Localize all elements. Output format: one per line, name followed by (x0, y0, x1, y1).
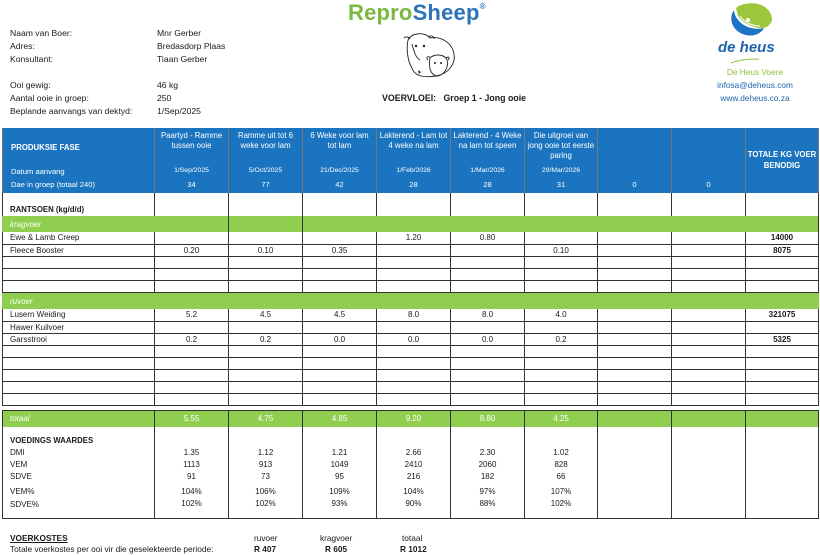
feed-name: Garsstrooi (3, 333, 155, 345)
totaal-row (3, 411, 819, 427)
empty-cell (525, 280, 598, 292)
ration-value: 0.2 (155, 333, 229, 345)
nutrient-label: DMI (10, 447, 25, 457)
info-label: Ooi gewig: (10, 80, 51, 90)
nutrient-value: 2.30 (479, 447, 496, 457)
empty-cell (451, 345, 525, 357)
nutrient-value: 1.02 (553, 447, 569, 457)
phase-days: 28 (483, 180, 492, 189)
empty-cell (672, 369, 746, 381)
ration-value: 4.5 (303, 309, 377, 321)
empty-row (3, 268, 819, 280)
info-value: Bredasdorp Plaas (157, 41, 226, 51)
nutrition-column (451, 427, 525, 519)
feed-name: Fleece Booster (3, 244, 155, 256)
nutrient-value: 104% (181, 487, 202, 497)
ration-value: 8.0 (377, 309, 451, 321)
empty-cell (303, 393, 377, 405)
nutrient-value: 97% (479, 487, 496, 497)
cost-label: ruvoer (254, 533, 278, 543)
ruvoer-band (3, 293, 819, 309)
voerkostes-description: Totale voerkostes per ooi vir die geselekteerde periode: (10, 544, 214, 554)
nutrient-value: 95 (335, 471, 344, 481)
phase-date: 5/Oct/2025 (248, 167, 283, 174)
totaal-value: 4.75 (229, 411, 303, 427)
empty-cell (229, 280, 303, 292)
ration-table (2, 232, 819, 293)
empty-cell (303, 357, 377, 369)
phase-column-header (303, 128, 377, 193)
empty-cell (451, 369, 525, 381)
nutrient-label: SDVE (10, 472, 32, 482)
ration-value (451, 321, 525, 333)
info-label: Aantal ooie in groep: (10, 93, 89, 103)
empty-cell (303, 280, 377, 292)
ruvoer-rows (3, 309, 819, 405)
empty-row (3, 256, 819, 268)
empty-cell (598, 256, 672, 268)
nutrient-value: 91 (187, 471, 196, 481)
empty-cell (598, 345, 672, 357)
company-email[interactable]: infosa@deheus.com (717, 80, 793, 90)
empty-cell (672, 280, 746, 292)
cost-label: kragvoer (320, 533, 353, 543)
ration-value: 8.0 (451, 309, 525, 321)
feed-row (3, 309, 819, 321)
kragvoer-label: kragvoer (3, 216, 155, 232)
cost-value: R 407 (254, 544, 277, 554)
nutrition-block (3, 427, 819, 519)
nutrient-value: 828 (554, 459, 568, 469)
empty-cell (155, 357, 229, 369)
nutrition-column (303, 427, 377, 519)
nutrient-label: VEM (10, 459, 28, 469)
ration-value (229, 321, 303, 333)
cost-value: R 605 (325, 544, 348, 554)
ration-value: 0.10 (229, 244, 303, 256)
empty-cell (377, 268, 451, 280)
registered-mark: ® (479, 2, 486, 11)
phase-date: 1/Feb/2026 (396, 167, 431, 174)
empty-cell (155, 345, 229, 357)
nutrient-value: 90% (405, 499, 422, 509)
sheep-illustration-icon (400, 30, 464, 82)
ration-value (672, 232, 746, 244)
reprosheep-logo (348, 0, 486, 26)
ration-value: 0.10 (525, 244, 598, 256)
ration-value: 5.2 (155, 309, 229, 321)
empty-cell (377, 280, 451, 292)
nutrient-value: 102% (181, 499, 202, 509)
nutrient-value: 2410 (404, 459, 423, 469)
empty-cell (155, 393, 229, 405)
feed-name: Ewe & Lamb Creep (3, 232, 155, 244)
nutrient-value: 913 (258, 459, 273, 469)
phase-date: 21/Dec/2025 (320, 167, 359, 174)
empty-cell (598, 393, 672, 405)
phase-name: 6 Weke voor lam tot lam (310, 131, 369, 150)
empty-cell (672, 357, 746, 369)
empty-cell (451, 381, 525, 393)
empty-cell (303, 381, 377, 393)
header-row (3, 128, 819, 193)
rantsoen-row (3, 193, 819, 216)
nutrient-value: 66 (556, 471, 566, 481)
empty-cell (525, 256, 598, 268)
table-bottom-border (2, 518, 818, 519)
empty-row (3, 345, 819, 357)
empty-cell (451, 268, 525, 280)
phase-column-header (598, 128, 672, 193)
nutrient-value: 106% (255, 487, 276, 497)
total-kg-value: 14000 (746, 232, 819, 244)
cost-value: R 1012 (400, 544, 427, 554)
ruvoer-label: ruvoer (3, 293, 155, 309)
empty-cell (3, 393, 155, 405)
info-label: Konsultant: (10, 54, 53, 64)
nutrition-column (525, 427, 598, 519)
date-label: Datum aanvang (11, 167, 65, 176)
phase-name: Paartyd - Ramme tussen ooie (160, 131, 223, 150)
empty-cell (746, 357, 819, 369)
total-column-header (746, 128, 819, 193)
info-label: Beplande aanvangs van dektyd: (10, 106, 133, 116)
ration-value (377, 321, 451, 333)
nutrient-value: 73 (261, 471, 270, 481)
nutrition-column (155, 427, 229, 519)
days-label: Dae in groep (totaal 240) (11, 180, 96, 189)
ration-value: 4.0 (525, 309, 598, 321)
ration-value: 0.0 (377, 333, 451, 345)
empty-cell (303, 345, 377, 357)
ration-value (598, 309, 672, 321)
nutrient-value: 88% (479, 499, 496, 509)
ration-value: 1.20 (377, 232, 451, 244)
empty-cell (155, 268, 229, 280)
phase-date: 1/Mar/2026 (470, 167, 505, 174)
nutrient-value: 216 (406, 471, 421, 481)
kragvoer-band (3, 216, 819, 232)
empty-cell (672, 393, 746, 405)
ration-value (303, 321, 377, 333)
info-value: Mnr Gerber (157, 28, 201, 38)
empty-row (3, 357, 819, 369)
ration-value: 0.20 (155, 244, 229, 256)
empty-cell (303, 268, 377, 280)
empty-cell (303, 256, 377, 268)
logo-part1: Repro (348, 0, 413, 25)
empty-cell (155, 369, 229, 381)
empty-cell (746, 268, 819, 280)
totaal-value: 5.55 (155, 411, 229, 427)
empty-cell (377, 381, 451, 393)
empty-cell (377, 256, 451, 268)
phase-days: 31 (556, 180, 566, 189)
phase-name: Lakterend - Lam tot 4 weke na lam (379, 131, 448, 150)
ration-value (672, 333, 746, 345)
empty-cell (525, 345, 598, 357)
empty-cell (525, 268, 598, 280)
empty-cell (746, 381, 819, 393)
info-label: Adres: (10, 41, 35, 51)
empty-cell (155, 256, 229, 268)
phase-name: Lakterend - 4 Weke na lam tot speen (453, 131, 522, 150)
feed-name: Hawer Kuilvoer (3, 321, 155, 333)
total-label: TOTALE KG VOER BENODIG (747, 150, 817, 170)
voervloei-value: Groep 1 - Jong ooie (443, 93, 527, 103)
feed-flow-table (2, 128, 819, 232)
empty-cell (672, 256, 746, 268)
empty-cell (377, 393, 451, 405)
totaal-value: 4.85 (303, 411, 377, 427)
cost-label: totaal (402, 533, 423, 543)
empty-cell (598, 268, 672, 280)
deheus-logo-text: de heus (718, 39, 775, 56)
nutrient-value: 102% (255, 499, 276, 509)
phase-column-header (229, 128, 303, 193)
total-kg-value: 321075 (746, 309, 819, 321)
totaal-value (598, 411, 672, 427)
ration-value (303, 232, 377, 244)
nutrient-value: 1049 (330, 459, 349, 469)
info-value: 1/Sep/2025 (157, 106, 201, 116)
totals-table (2, 410, 819, 519)
empty-row (3, 280, 819, 292)
info-label: Naam van Boer: (10, 28, 73, 38)
empty-cell (3, 357, 155, 369)
empty-cell (3, 280, 155, 292)
nutrient-value: 93% (331, 499, 348, 509)
phase-column-header (451, 128, 525, 193)
nutrient-value: 2060 (478, 459, 497, 469)
ration-value (155, 321, 229, 333)
ration-value (672, 309, 746, 321)
empty-cell (525, 393, 598, 405)
empty-cell (3, 256, 155, 268)
total-kg-value: 5325 (746, 333, 819, 345)
voervloei-heading (382, 93, 526, 103)
ration-value (377, 244, 451, 256)
ration-value (598, 232, 672, 244)
empty-cell (229, 393, 303, 405)
feed-row (3, 232, 819, 244)
empty-cell (598, 357, 672, 369)
empty-cell (377, 369, 451, 381)
total-kg-value: 8075 (746, 244, 819, 256)
nutrition-labels (3, 427, 155, 519)
voervloei-label: VOERVLOEI: (382, 93, 437, 103)
ration-value: 0.0 (303, 333, 377, 345)
totaal-value: 4.25 (525, 411, 598, 427)
ration-value (155, 232, 229, 244)
totaal-label: totaal (3, 411, 155, 427)
empty-cell (598, 280, 672, 292)
feed-row (3, 321, 819, 333)
ration-value (598, 333, 672, 345)
info-value: 250 (157, 93, 172, 103)
empty-cell (525, 381, 598, 393)
logo-part2: Sheep (412, 0, 480, 25)
empty-cell (746, 280, 819, 292)
nutrient-label: VEM% (10, 487, 35, 497)
ruvoer-table (2, 309, 819, 406)
empty-cell (229, 345, 303, 357)
phase-days: 42 (335, 180, 344, 189)
nutrient-value: 1.21 (331, 447, 348, 457)
phase-column-header (377, 128, 451, 193)
empty-cell (3, 268, 155, 280)
ration-value (525, 232, 598, 244)
empty-cell (746, 256, 819, 268)
phase-days: 34 (187, 180, 196, 189)
phase-column-header (155, 128, 229, 193)
empty-cell (672, 381, 746, 393)
empty-cell (377, 357, 451, 369)
info-value: Tiaan Gerber (157, 54, 208, 64)
empty-cell (672, 345, 746, 357)
empty-cell (451, 256, 525, 268)
empty-cell (303, 369, 377, 381)
phase-days: 0 (632, 180, 637, 189)
empty-cell (746, 369, 819, 381)
total-kg-value (746, 321, 819, 333)
empty-cell (598, 369, 672, 381)
nutrient-value: 107% (550, 487, 572, 497)
phase-name: Ramme uit tot 6 weke voor lam (237, 131, 294, 150)
empty-cell (3, 369, 155, 381)
nutrition-column (377, 427, 451, 519)
nutrition-column (229, 427, 303, 519)
ruvoer-band-table (2, 293, 819, 309)
empty-cell (525, 357, 598, 369)
phase-date: 29/Mar/2026 (541, 167, 581, 174)
empty-cell (3, 345, 155, 357)
feed-row (3, 244, 819, 256)
phase-days: 77 (261, 180, 270, 189)
nutrient-value: 1.35 (183, 447, 200, 457)
ration-value (598, 321, 672, 333)
nutrient-value: 1113 (183, 459, 200, 469)
ration-value (229, 232, 303, 244)
empty-cell (155, 280, 229, 292)
empty-row (3, 369, 819, 381)
company-name: De Heus Voere (726, 67, 784, 77)
phase-column-header (525, 128, 598, 193)
empty-row (3, 381, 819, 393)
ration-value (598, 244, 672, 256)
phase-days: 28 (409, 180, 418, 189)
voedings-label: VOEDINGS WAARDES (10, 435, 94, 445)
empty-cell (451, 280, 525, 292)
empty-cell (229, 268, 303, 280)
empty-cell (229, 357, 303, 369)
empty-cell (451, 357, 525, 369)
phase-days: 0 (706, 180, 711, 189)
feed-row (3, 333, 819, 345)
header-first-cell (3, 128, 155, 193)
nutrient-value: 102% (550, 499, 572, 509)
ration-value: 0.2 (525, 333, 598, 345)
phase-name: Die uitgroei van jong ooie tot eerste paring (527, 131, 595, 160)
phase-label: PRODUKSIE FASE (11, 143, 80, 152)
empty-cell (377, 345, 451, 357)
ration-value (451, 244, 525, 256)
empty-cell (229, 369, 303, 381)
rantsoen-label: RANTSOEN (kg/d/d) (3, 193, 155, 216)
phase-date: 1/Sep/2025 (174, 167, 209, 174)
nutrient-value: 182 (480, 471, 495, 481)
nutrient-value: 1.12 (257, 447, 274, 457)
empty-cell (598, 381, 672, 393)
info-value: 46 kg (157, 80, 179, 90)
voerkostes-title: VOERKOSTES (10, 533, 68, 543)
ration-value (525, 321, 598, 333)
empty-cell (451, 393, 525, 405)
ration-value (672, 244, 746, 256)
kragvoer-rows (3, 232, 819, 292)
nutrient-label: SDVE% (10, 499, 39, 509)
empty-cell (155, 381, 229, 393)
nutrient-value: 104% (403, 487, 424, 497)
empty-cell (746, 393, 819, 405)
empty-cell (672, 268, 746, 280)
totaal-value: 8.80 (451, 411, 525, 427)
empty-cell (525, 369, 598, 381)
nutrient-value: 2.66 (405, 447, 422, 457)
ration-value: 0.35 (303, 244, 377, 256)
logo-swoosh-icon (730, 58, 760, 64)
empty-row (3, 393, 819, 405)
totaal-value (672, 411, 746, 427)
ration-value: 0.2 (229, 333, 303, 345)
empty-cell (229, 256, 303, 268)
ration-value: 0.80 (451, 232, 525, 244)
deheus-logo-icon (726, 2, 774, 38)
empty-cell (3, 381, 155, 393)
ration-value: 4.5 (229, 309, 303, 321)
phase-column-header (672, 128, 746, 193)
ration-value: 0.0 (451, 333, 525, 345)
empty-cell (229, 381, 303, 393)
ration-value (672, 321, 746, 333)
feed-name: Lusern Weiding (3, 309, 155, 321)
totaal-value: 9.20 (377, 411, 451, 427)
empty-cell (746, 345, 819, 357)
company-website[interactable]: www.deheus.co.za (720, 93, 790, 103)
nutrient-value: 109% (329, 487, 350, 497)
